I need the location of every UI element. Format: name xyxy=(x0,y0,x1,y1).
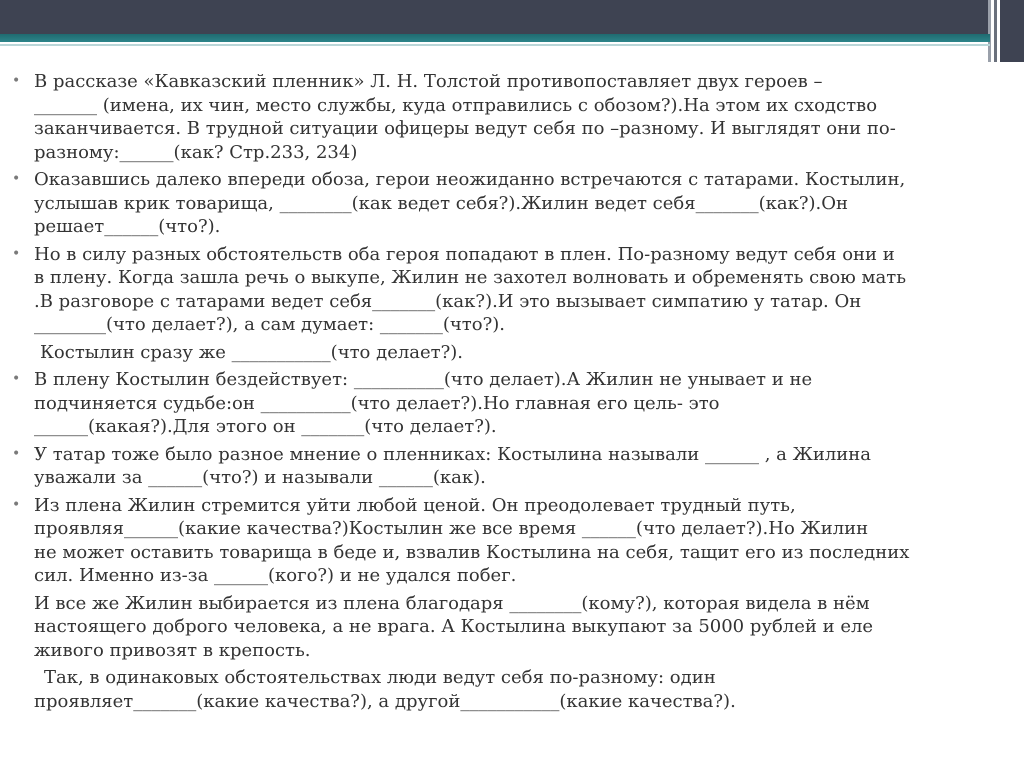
text-line: не может оставить товарища в беде и, взвалив Костылина на себя, тащит его из последних xyxy=(34,541,910,563)
text-line: ________(что делает?), а сам думает: _______(что?). xyxy=(34,314,505,335)
text-line: В рассказе «Кавказский пленник» Л. Н. Толстой противопоставляет двух героев – xyxy=(34,71,823,92)
paragraph-4 xyxy=(0,341,1024,365)
text-line: Костылин сразу же ___________(что делает?). xyxy=(40,341,464,363)
slide-body xyxy=(0,70,1024,717)
bullet-marker: • xyxy=(12,245,21,262)
bullet-marker: • xyxy=(12,445,21,462)
bullet-marker: • xyxy=(12,496,21,513)
text-line: Из плена Жилин стремится уйти любой ценой. Он преодолевает трудный путь, xyxy=(34,494,796,516)
text-line: ______(какая?).Для этого он _______(что делает?). xyxy=(34,416,497,437)
bullet-marker: • xyxy=(12,371,21,387)
text-line: проявляя______(какие качества?)Костылин же все время ______(что делает?).Но Жилин xyxy=(34,518,869,539)
slide-header-bar xyxy=(0,0,1024,34)
text-line: Так, в одинаковых обстоятельствах люди ведут себя по-разному: один xyxy=(44,667,716,688)
slide-accent-thin-line xyxy=(0,44,990,46)
text-line: заканчивается. В трудной ситуации офицеры ведут себя по –разному. И выглядят они по- xyxy=(34,118,896,139)
text-line: _______ (имена, их чин, место службы, куда отправились с обозом?).На этом их сходство xyxy=(34,94,878,116)
paragraph-8 xyxy=(0,592,1024,663)
text-line: сил. Именно из-за ______(кого?) и не удался побег. xyxy=(34,565,517,586)
bullet-marker: • xyxy=(12,171,21,187)
text-line: в плену. Когда зашла речь о выкупе, Жилин не захотел волновать и обременять свою мать xyxy=(34,267,907,288)
text-line: У татар тоже было разное мнение о пленниках: Костылина называли ______ , а Жилина xyxy=(34,443,871,465)
paragraph-1 xyxy=(0,70,1024,164)
paragraph-9 xyxy=(0,666,1024,713)
text-line: В плену Костылин бездействует: __________(что делает).А Жилин не унывает и не xyxy=(34,369,813,390)
text-line: подчиняется судьбе:он __________(что делает?).Но главная его цель- это xyxy=(34,392,720,414)
text-line: услышав крик товарища, ________(как ведет себя?).Жилин ведет себя_______(как?).Он xyxy=(34,192,848,214)
paragraph-3 xyxy=(0,243,1024,337)
text-line: живого привозят в крепость. xyxy=(34,639,311,661)
text-line: проявляет_______(какие качества?), а другой___________(какие качества?). xyxy=(34,690,736,712)
text-line: настоящего доброго человека, а не врага. А Костылина выкупают за 5000 рублей и еле xyxy=(34,616,874,637)
text-line: уважали за ______(что?) и называли ______(как). xyxy=(34,467,486,488)
text-line: разному:______(как? Стр.233, 234) xyxy=(34,141,358,163)
slide-accent-line xyxy=(0,34,990,42)
text-line: решает______(что?). xyxy=(34,216,221,237)
text-line: .В разговоре с татарами ведет себя_______(как?).И это вызывает симпатию у татар. Он xyxy=(34,290,862,312)
paragraph-7 xyxy=(0,494,1024,588)
text-line: Оказавшись далеко впереди обоза, герои неожиданно встречаются с татарами. Костылин, xyxy=(34,169,906,190)
text-line: И все же Жилин выбирается из плена благодаря ________(кому?), которая видела в нём xyxy=(34,592,870,614)
paragraph-5 xyxy=(0,368,1024,439)
bullet-marker: • xyxy=(12,73,21,89)
slide-corner-decoration xyxy=(988,0,1024,62)
text-line: Но в силу разных обстоятельств оба героя попадают в плен. По-разному ведут себя они и xyxy=(34,243,895,265)
paragraph-2 xyxy=(0,168,1024,239)
paragraph-6 xyxy=(0,443,1024,490)
